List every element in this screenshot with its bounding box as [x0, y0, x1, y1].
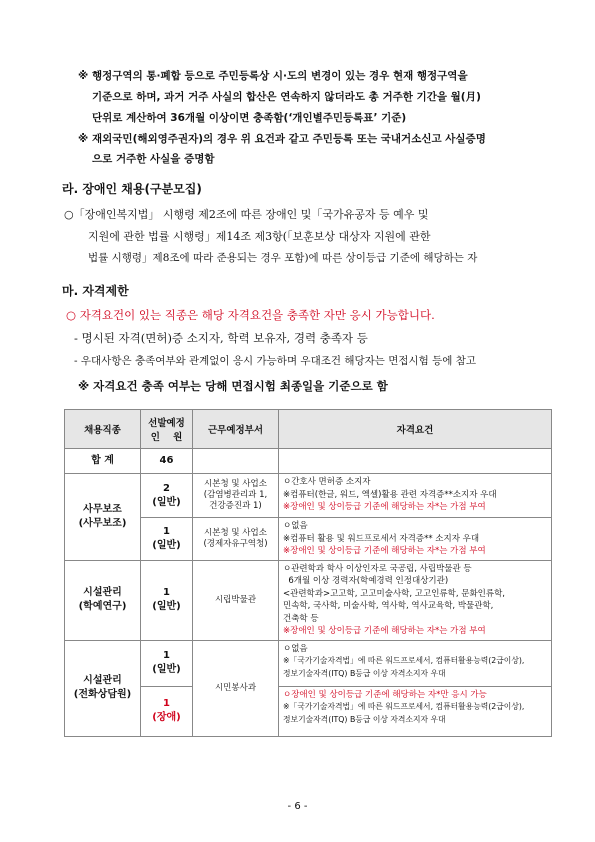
note-line: 행정구역의 통·폐합 등으로 주민등록상 시·도의 변경이 있는 경우 현재 행정구역을: [92, 70, 468, 82]
qualification-cell: ㅇ없음 ※「국가기술자격법」에 따른 워드프로세서, 컴퓨터활용능력(2급이상), 정보기술자격(ITQ) B등급 이상 자격소지자 우대: [279, 640, 552, 686]
section-title-disabled-hiring: 라. 장애인 채용(구분모집): [62, 182, 202, 196]
job-cell: 사무보조 (사무보조): [65, 474, 141, 561]
section-body-line: 지원에 관한 법률 시행령」제14조 제3항(「보훈보상 대상자 지원에 관한: [88, 230, 431, 243]
note-overseas: [78, 131, 486, 146]
job-cell: 시설관리 (전화상담원): [65, 640, 141, 736]
qualification-cell: ㅇ없음 ※컴퓨터 활용 및 워드프로세서 자격증** 소지자 우대 ※장애인 및 상이등급 기준에 해당하는 자*는 가점 부여: [279, 518, 552, 561]
section-body-line: 법률 시행령」제8조에 따라 준용되는 경우 포함)에 따른 상이등급 기준에 해당하는 자: [88, 252, 478, 264]
dept-cell: 시립박물관: [193, 560, 279, 640]
note-line: 재외국민(해외영주권자)의 경우 위 요건과 같고 주민등록 또는 국내거소신고 사실증명: [92, 133, 486, 145]
note-line: 기준으로 하며, 과거 거주 사실의 합산은 연속하지 않더라도 총 거주한 기간을 월(月): [92, 91, 481, 103]
note-line: 단위로 계산하여 36개월 이상이면 충족함(‘개인별주민등록표’ 기준): [92, 112, 407, 124]
note-mark: ※: [78, 133, 89, 145]
dept-cell: 시본청 및 사업소 (감염병관리과 1, 건강증진과 1): [193, 474, 279, 518]
total-label: 합 계: [65, 449, 141, 474]
qualification-cell: ㅇ간호사 면허증 소지자 ※컴퓨터(한글, 워드, 엑셀)활용 관련 자격증**소지자 우대 ※장애인 및 상이등급 기준에 해당하는 자*는 가점 부여: [279, 474, 552, 518]
count-cell: 1 (일반): [141, 640, 193, 686]
count-cell-disabled: 1 (장애): [141, 686, 193, 736]
qualification-warning: ○ 자격요건이 있는 직종은 해당 자격요건을 충족한 자만 응시 가능합니다.: [66, 308, 435, 322]
recruitment-table: [64, 409, 552, 737]
header-dept: 근무예정부서: [193, 410, 279, 449]
note-line: 으로 거주한 사실을 증명함: [92, 153, 215, 165]
job-cell: 시설관리 (학예연구): [65, 560, 141, 640]
table-row: [65, 560, 552, 640]
page-number: - 6 -: [287, 801, 308, 812]
section-title-qualification-limit: 마. 자격제한: [62, 284, 129, 298]
table-header-row: [65, 410, 552, 449]
header-job: 채용직종: [65, 410, 141, 449]
total-row: [65, 449, 552, 474]
note-mark: ※: [78, 70, 89, 82]
count-cell: 1 (일반): [141, 560, 193, 640]
section-body-line: ○「장애인복지법」 시행령 제2조에 따른 장애인 및「국가유공자 등 예우 및: [64, 208, 429, 221]
dept-cell: 시본청 및 사업소 (경제자유구역청): [193, 518, 279, 561]
note-residence: [78, 68, 468, 83]
table-row: [65, 474, 552, 518]
dept-cell: 시민봉사과: [193, 640, 279, 736]
count-cell: 2 (일반): [141, 474, 193, 518]
qualification-detail: - 우대사항은 충족여부와 관계없이 응시 가능하며 우대조건 해당자는 면접시험 등에 참고: [74, 355, 477, 367]
header-qualification: 자격요건: [279, 410, 552, 449]
qualification-cell: ㅇ장애인 및 상이등급 기준에 해당하는 자*만 응시 가능 ※「국가기술자격법」에 따른 워드프로세서, 컴퓨터활용능력(2급이상), 정보기술자격(ITQ) B등급 이상 자격소지자 우대: [279, 686, 552, 736]
total-count: 46: [141, 449, 193, 474]
table-row: [65, 640, 552, 686]
qualification-detail: - 명시된 자격(면허)증 소지자, 학력 보유자, 경력 충족자 등: [74, 331, 368, 345]
header-count: 선발예정 인 원: [141, 410, 193, 449]
count-cell: 1 (일반): [141, 518, 193, 561]
qualification-cell: ㅇ관련학과 학사 이상인자로 국공립, 사립박물관 등 6개월 이상 경력자(학예경력 인정대상기관) <관련학과>고고학, 고고미술사학, 고고인류학, 문화인류학, 민속학, 국사학, 미술사학, 역사학, 역사교육학, 박물관학, 건축학 등 ※장애인 및 상이등급 기준에 해당하는 자*는 가점 부여: [279, 560, 552, 640]
qualification-notice: ※ 자격요건 충족 여부는 당해 면접시험 최종일을 기준으로 함: [78, 379, 388, 393]
